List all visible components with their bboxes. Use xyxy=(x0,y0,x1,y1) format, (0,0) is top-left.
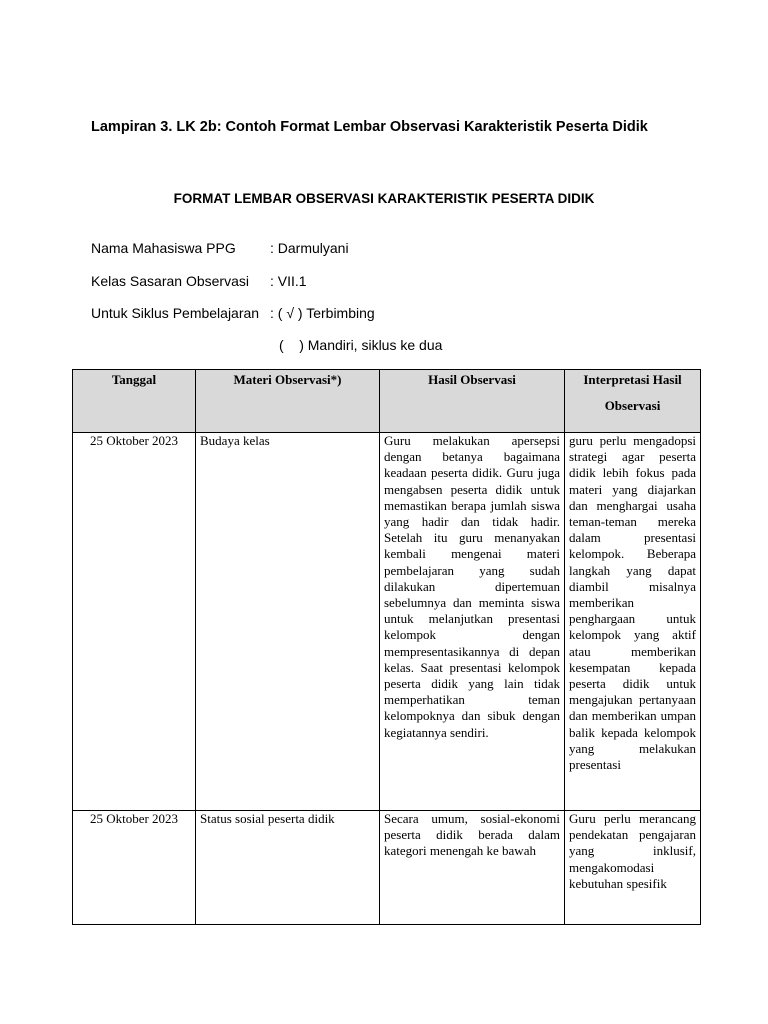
cell-tanggal: 25 Oktober 2023 xyxy=(73,433,196,811)
header-tanggal: Tanggal xyxy=(73,370,196,433)
cell-materi: Status sosial peserta didik xyxy=(196,811,380,925)
table-header-row xyxy=(73,370,701,433)
format-title: FORMAT LEMBAR OBSERVASI KARAKTERISTIK PESERTA DIDIK xyxy=(173,191,595,206)
observation-table xyxy=(72,369,701,925)
nama-value: : Darmulyani xyxy=(270,240,349,256)
siklus-label: Untuk Siklus Pembelajaran xyxy=(91,305,260,321)
siklus-mandiri-value: ( ) Mandiri, siklus ke dua xyxy=(279,337,443,353)
document-heading: Lampiran 3. LK 2b: Contoh Format Lembar Observasi Karakteristik Peserta Didik xyxy=(91,119,648,135)
cell-materi: Budaya kelas xyxy=(196,433,380,811)
nama-label: Nama Mahasiswa PPG xyxy=(91,240,236,256)
header-materi: Materi Observasi*) xyxy=(196,370,380,433)
cell-hasil: Secara umum, sosial-ekonomi peserta didik berada dalam kategori menengah ke bawah xyxy=(380,811,565,925)
table-row xyxy=(73,433,701,811)
header-interpretasi: Interpretasi Hasil Observasi xyxy=(565,370,701,433)
cell-hasil: Guru melakukan apersepsi dengan betanya bagaimana keadaan peserta didik. Guru juga mengabsen peserta didik untuk memastikan berapa jumlah siswa yang hadir dan tidak hadir. Setelah itu guru menanyakan kembali mengenai materi pembelajaran yang sudah dilakukan dipertemuan sebelumnya dan meminta siswa untuk melanjutkan presentasi kelompok dengan mempresentasikannya di depan kelas. Saat presentasi kelompok peserta didik yang lain tidak memperhatikan teman kelompoknya dan sibuk dengan kegiatannya sendiri. xyxy=(380,433,565,811)
table-row xyxy=(73,811,701,925)
cell-tanggal: 25 Oktober 2023 xyxy=(73,811,196,925)
cell-interpretasi: guru perlu mengadopsi strategi agar peserta didik lebih fokus pada materi yang diajarkan dan menghargai usaha teman-teman mereka dalam presentasi kelompok. Beberapa langkah yang dapat diambil misalnya memberikan penghargaan untuk kelompok yang aktif atau memberikan kesempatan kepada peserta didik untuk mengajukan pertanyaan dan memberikan umpan balik kepada kelompok yang melakukan presentasi xyxy=(565,433,701,811)
siklus-value: : ( √ ) Terbimbing xyxy=(270,305,375,321)
kelas-value: : VII.1 xyxy=(270,273,307,289)
header-hasil: Hasil Observasi xyxy=(380,370,565,433)
kelas-label: Kelas Sasaran Observasi xyxy=(91,273,249,289)
cell-interpretasi: Guru perlu merancang pendekatan pengajaran yang inklusif, mengakomodasi kebutuhan spesifik xyxy=(565,811,701,925)
